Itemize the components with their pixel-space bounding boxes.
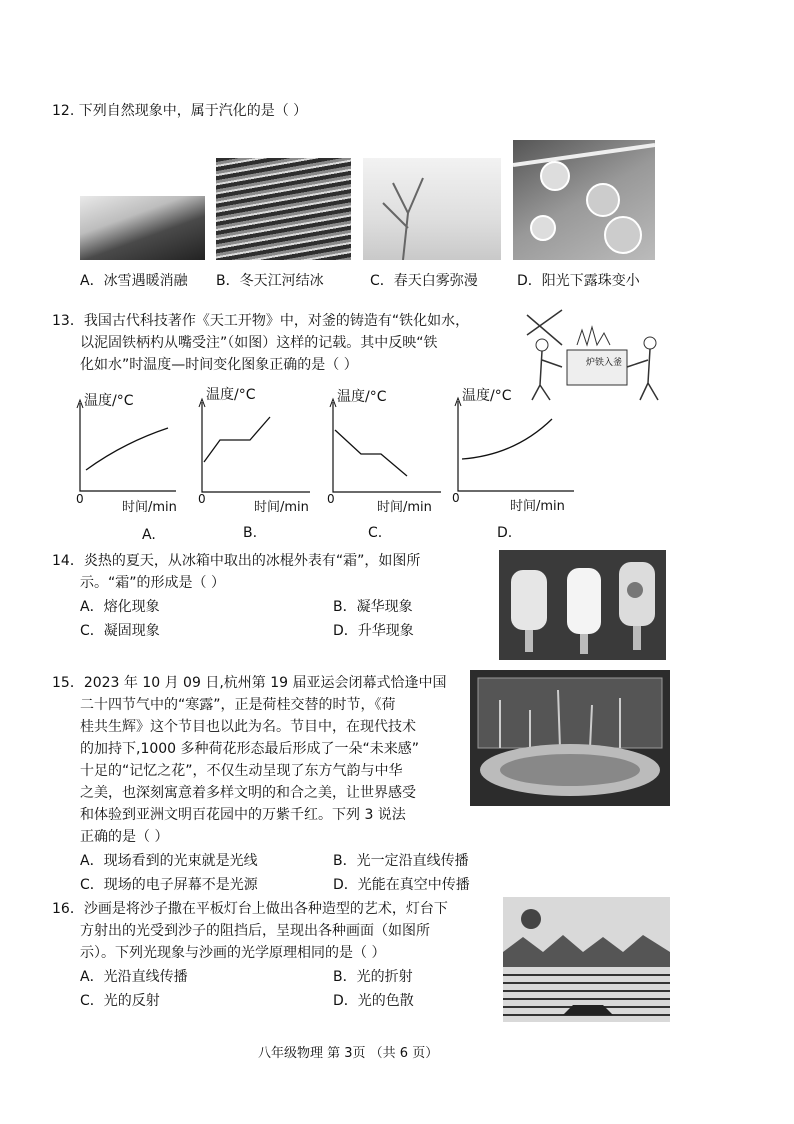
q13-stem-line2: 以泥固铁柄杓从嘴受注”（如图）这样的记载。其中反映“铁 bbox=[80, 335, 438, 351]
graph-b[interactable] bbox=[192, 382, 317, 513]
q16-stem-line3: 示）。下列光现象与沙画的光学原理相同的是（ ） bbox=[80, 945, 386, 961]
foggy-tree-drawing bbox=[363, 158, 501, 260]
q13-option-b[interactable]: B. bbox=[243, 525, 258, 541]
graph-a[interactable] bbox=[68, 388, 183, 513]
photo-white-fog bbox=[363, 158, 501, 260]
q14-stem-line2: 示。“霜”的形成是（ ） bbox=[80, 575, 225, 591]
graph-c-plot bbox=[323, 384, 448, 513]
graph-c-xlabel: 时间/min bbox=[377, 500, 432, 515]
photo-closing-ceremony bbox=[470, 670, 670, 806]
photo-frosted-popsicles bbox=[499, 550, 666, 660]
graph-d[interactable] bbox=[450, 383, 580, 513]
q15-stem-line3: 桂共生辉》这个节目也以此为名。节目中，在现代技术 bbox=[80, 719, 416, 735]
q15-option-a[interactable]: A．现场看到的光束就是光线 bbox=[80, 853, 258, 869]
graph-a-plot bbox=[68, 388, 183, 513]
q15-option-c[interactable]: C．现场的电子屏幕不是光源 bbox=[80, 877, 258, 893]
q14-option-a[interactable]: A．熔化现象 bbox=[80, 599, 160, 615]
graph-a-origin: 0 bbox=[76, 492, 84, 506]
graph-c-origin: 0 bbox=[327, 492, 335, 506]
q13-option-d[interactable]: D. bbox=[497, 525, 513, 541]
photo-sand-painting bbox=[503, 897, 670, 1022]
q16-option-d[interactable]: D．光的色散 bbox=[333, 993, 414, 1009]
q12-option-b[interactable]: B．冬天江河结冰 bbox=[216, 273, 324, 289]
figure-caption: 炉铁入釜 bbox=[586, 358, 623, 368]
graph-c-ylabel: 温度/°C bbox=[337, 389, 387, 405]
q14-option-b[interactable]: B．凝华现象 bbox=[333, 599, 413, 615]
graph-b-plot bbox=[192, 382, 317, 513]
q15-option-b[interactable]: B．光一定沿直线传播 bbox=[333, 853, 469, 869]
dewdrops-drawing bbox=[513, 140, 655, 260]
page-footer: 八年级物理 第 3页 （共 6 页） bbox=[258, 1046, 439, 1061]
q15-stem-line4: 的加持下,1000 多种荷花形态最后形成了一朵“未来感” bbox=[80, 741, 420, 757]
graph-d-ylabel: 温度/°C bbox=[462, 388, 512, 404]
graph-b-origin: 0 bbox=[198, 492, 206, 506]
graph-b-ylabel: 温度/°C bbox=[206, 387, 256, 403]
graph-d-xlabel: 时间/min bbox=[510, 499, 565, 514]
q12-stem: 12. 下列自然现象中，属于汽化的是（ ） bbox=[52, 103, 308, 119]
q12-option-d[interactable]: D．阳光下露珠变小 bbox=[517, 273, 640, 289]
graph-a-ylabel: 温度/°C bbox=[84, 393, 134, 409]
graph-c[interactable] bbox=[323, 384, 448, 513]
q13-stem-line1: 13．我国古代科技著作《天工开物》中，对釜的铸造有“铁化如水， bbox=[52, 313, 470, 329]
ceremony-drawing bbox=[470, 670, 670, 806]
graph-a-xlabel: 时间/min bbox=[122, 500, 177, 515]
photo-river-freezing bbox=[216, 158, 351, 260]
q12-option-c[interactable]: C．春天白雾弥漫 bbox=[370, 273, 478, 289]
graph-b-xlabel: 时间/min bbox=[254, 500, 309, 515]
q13-stem-line3: 化如水”时温度—时间变化图象正确的是（ ） bbox=[80, 357, 358, 373]
q15-stem-line8: 正确的是（ ） bbox=[80, 829, 169, 845]
graph-d-origin: 0 bbox=[452, 491, 460, 505]
sand-painting-drawing bbox=[503, 897, 670, 1022]
q15-stem-line2: 二十四节气中的“寒露”，正是荷桂交替的时节，《荷 bbox=[80, 697, 396, 713]
photo-dewdrops bbox=[513, 140, 655, 260]
q16-option-a[interactable]: A．光沿直线传播 bbox=[80, 969, 188, 985]
q14-option-c[interactable]: C．凝固现象 bbox=[80, 623, 160, 639]
q15-stem-line6: 之美，也深刻寓意着多样文明的和合之美，让世界感受 bbox=[80, 785, 416, 801]
popsicles-drawing bbox=[499, 550, 666, 660]
q16-option-b[interactable]: B．光的折射 bbox=[333, 969, 413, 985]
q15-stem-line7: 和体验到亚洲文明百花园中的万紫千红。下列 3 说法 bbox=[80, 807, 406, 823]
q16-option-c[interactable]: C．光的反射 bbox=[80, 993, 160, 1009]
q14-stem-line1: 14．炎热的夏天，从冰箱中取出的冰棍外表有“霜”，如图所 bbox=[52, 553, 421, 569]
q15-stem-line1: 15．2023 年 10 月 09 日,杭州第 19 届亚运会闭幕式恰逢中国 bbox=[52, 675, 447, 691]
q16-stem-line2: 方射出的光受到沙子的阻挡后，呈现出各种画面（如图所 bbox=[80, 923, 430, 939]
q14-option-d[interactable]: D．升华现象 bbox=[333, 623, 414, 639]
q13-option-a[interactable]: A. bbox=[142, 527, 156, 543]
q15-option-d[interactable]: D．光能在真空中传播 bbox=[333, 877, 470, 893]
q13-option-c[interactable]: C. bbox=[368, 525, 383, 541]
q16-stem-line1: 16．沙画是将沙子撒在平板灯台上做出各种造型的艺术，灯台下 bbox=[52, 901, 448, 917]
q12-option-a[interactable]: A．冰雪遇暖消融 bbox=[80, 273, 188, 289]
photo-snow-melting bbox=[80, 196, 205, 260]
graph-d-plot bbox=[450, 383, 580, 513]
q15-stem-line5: 十足的“记忆之花”，不仅生动呈现了东方气韵与中华 bbox=[80, 763, 403, 779]
